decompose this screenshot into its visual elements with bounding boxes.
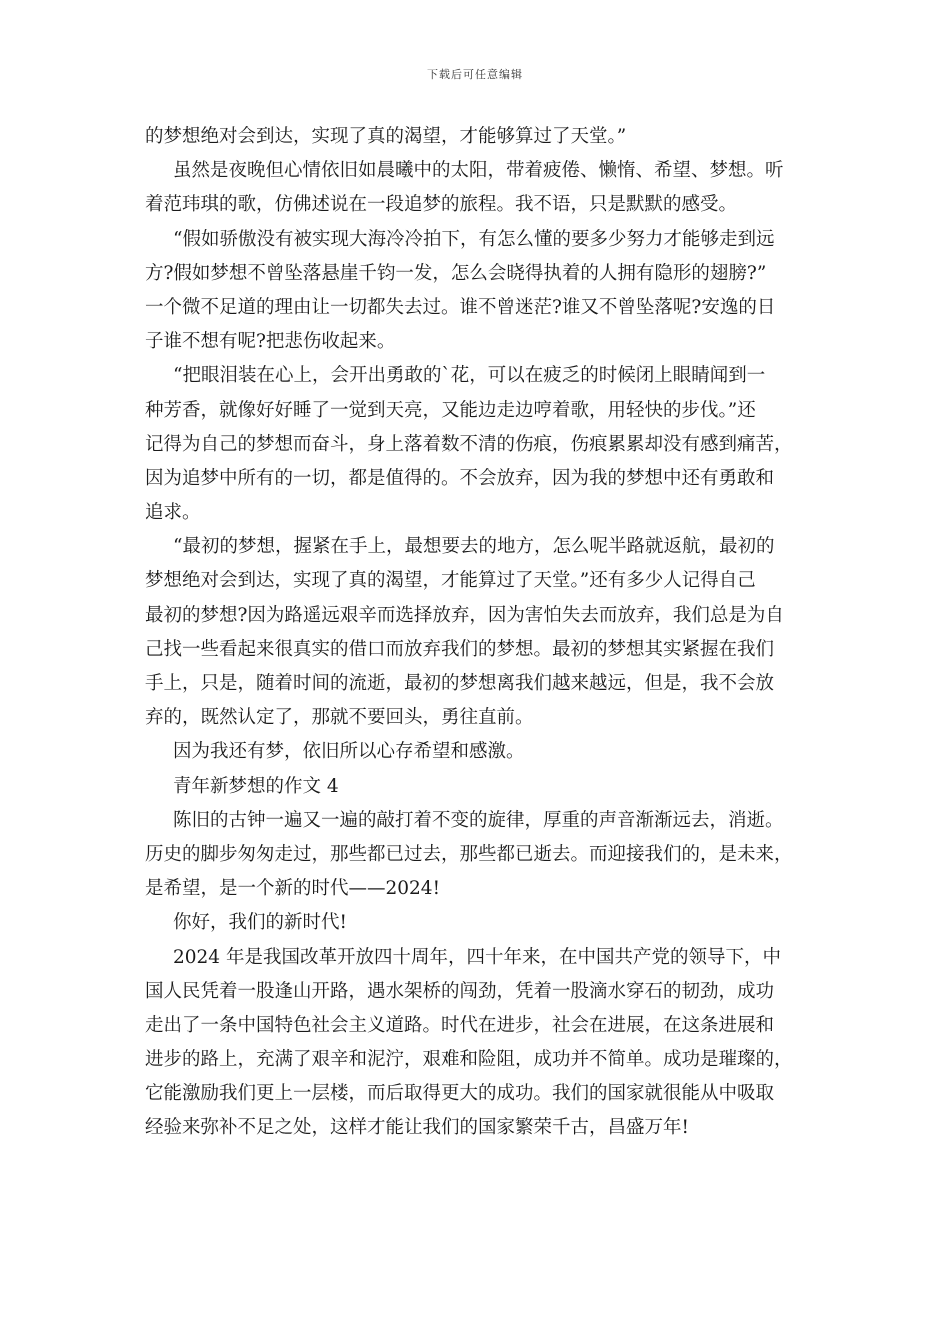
text-line: 着范玮琪的歌，仿佛述说在一段追梦的旅程。我不语，只是默默的感受。	[145, 194, 738, 216]
text-line: 国人民凭着一股逢山开路，遇水架桥的闯劲，凭着一股滴水穿石的韧劲，成功	[145, 980, 775, 1002]
text-line: “假如骄傲没有被实现大海冷冷拍下，有怎么懂的要多少努力才能够走到远	[173, 228, 775, 250]
text-line: 因为追梦中所有的一切，都是值得的。不会放弃，因为我的梦想中还有勇敢和	[145, 467, 775, 489]
text-line: 种芳香，就像好好睡了一觉到天亮，又能边走边哼着歌，用轻快的步伐。”还	[145, 399, 756, 421]
text-line: 子谁不想有呢?把悲伤收起来。	[145, 331, 396, 353]
text-line: 历史的脚步匆匆走过，那些都已过去，那些都已逝去。而迎接我们的，是未来，	[145, 843, 793, 865]
text-line: “把眼泪装在心上，会开出勇敢的`花，可以在疲乏的时候闭上眼睛闻到一	[173, 365, 766, 387]
text-line: 梦想绝对会到达，实现了真的渴望，才能算过了天堂。”还有多少人记得自己	[145, 570, 756, 592]
page-header: 下载后可任意编辑	[427, 68, 523, 81]
text-line: 虽然是夜晚但心情依旧如晨曦中的太阳，带着疲倦、懒惰、希望、梦想。听	[173, 160, 784, 182]
text-line: 因为我还有梦，依旧所以心存希望和感激。	[173, 741, 525, 763]
text-line: 手上，只是，随着时间的流逝，最初的梦想离我们越来越远，但是，我不会放	[145, 673, 775, 694]
text-line: 它能激励我们更上一层楼，而后取得更大的成功。我们的国家就很能从中吸取	[145, 1083, 775, 1105]
text-line: 陈旧的古钟一遍又一遍的敲打着不变的旋律，厚重的声音渐渐远去，消逝。	[173, 809, 784, 831]
text-line: 2024 年是我国改革开放四十周年，四十年来，在中国共产党的领导下，中	[173, 946, 781, 968]
text-line: 己找一些看起来很真实的借口而放弃我们的梦想。最初的梦想其实紧握在我们	[145, 638, 775, 660]
text-line: 你好，我们的新时代!	[173, 912, 347, 934]
text-line: 弃的，既然认定了，那就不要回头，勇往直前。	[145, 707, 534, 729]
text-line: 经验来弥补不足之处，这样才能让我们的国家繁荣千古，昌盛万年!	[145, 1117, 689, 1139]
text-line: 进步的路上，充满了艰辛和泥泞，艰难和险阻，成功并不简单。成功是璀璨的，	[145, 1049, 793, 1071]
text-line: 一个微不足道的理由让一切都失去过。谁不曾迷茫?谁又不曾坠落呢?安逸的日	[145, 296, 776, 318]
text-line: 走出了一条中国特色社会主义道路。时代在进步，社会在进展，在这条进展和	[145, 1014, 775, 1036]
text-line: 是希望，是一个新的时代——2024!	[145, 878, 441, 900]
text-line: “最初的梦想，握紧在手上，最想要去的地方，怎么呢半路就返航，最初的	[173, 536, 775, 558]
text-line: 最初的梦想?因为路遥远艰辛而选择放弃，因为害怕失去而放弃，我们总是为自	[145, 604, 784, 626]
text-line: 方?假如梦想不曾坠落悬崖千钧一发，怎么会晓得执着的人拥有隐形的翅膀?”	[145, 262, 767, 284]
text-line: 记得为自己的梦想而奋斗，身上落着数不清的伤痕，伤痕累累却没有感到痛苦，	[145, 433, 793, 455]
text-line: 的梦想绝对会到达，实现了真的渴望，才能够算过了天堂。”	[145, 126, 627, 147]
document-body	[145, 120, 815, 1146]
text-line: 青年新梦想的作文 4	[173, 775, 339, 797]
text-line: 追求。	[145, 502, 201, 524]
